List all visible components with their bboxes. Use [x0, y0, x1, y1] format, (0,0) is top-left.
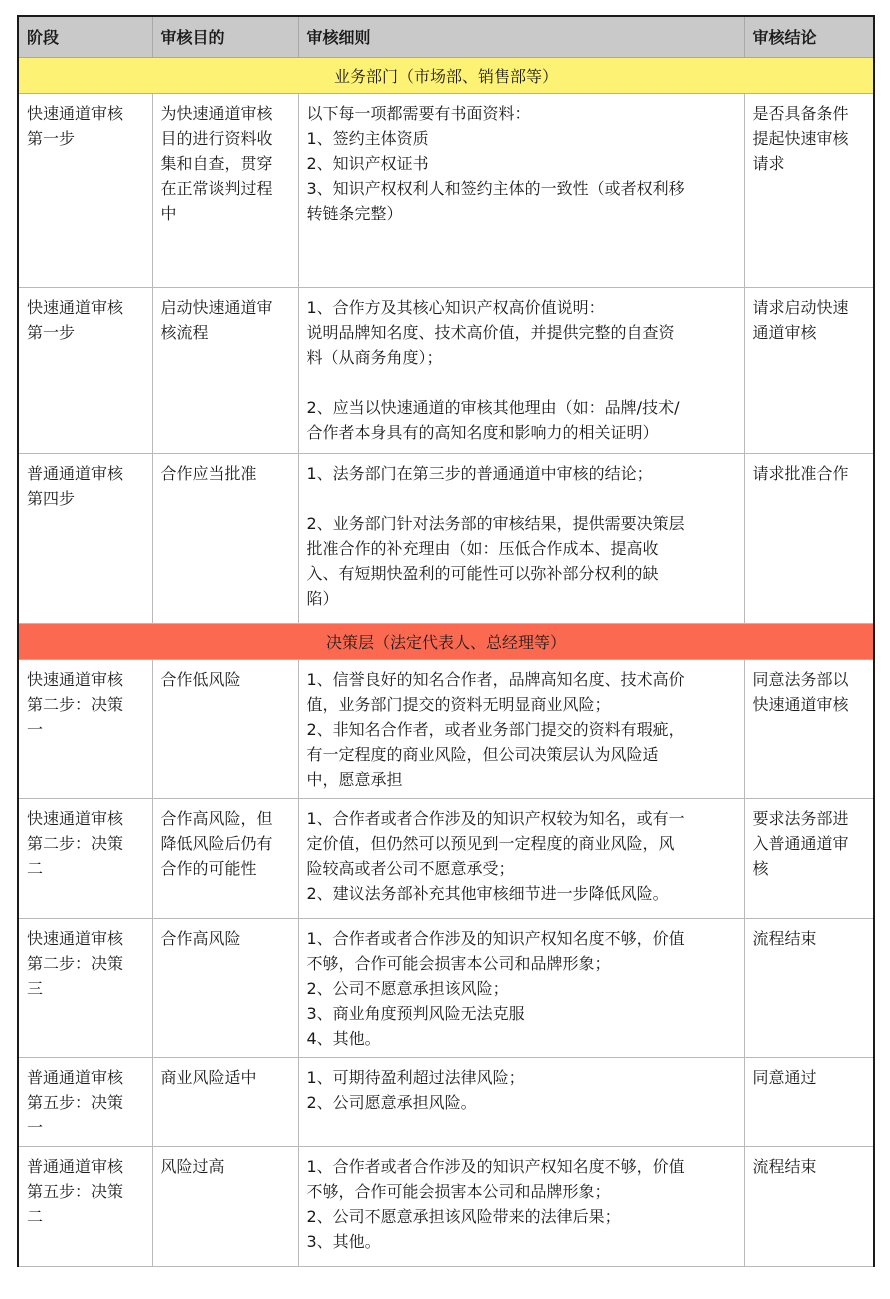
stage-cell — [18, 660, 152, 799]
conclusion-cell — [744, 799, 874, 919]
review-process-table — [17, 15, 875, 1267]
purpose-text-line: 合作高风险 — [160, 929, 241, 948]
conclusion-text-line: 核 — [752, 859, 769, 878]
details-text-line: 1、合作者或者合作涉及的知识产权知名度不够，价值 — [306, 929, 685, 948]
conclusion-cell — [744, 1147, 874, 1267]
details-cell — [298, 919, 744, 1058]
stage-text-line: 普通通道审核 — [27, 464, 124, 483]
purpose-text-line: 商业风险适中 — [160, 1068, 257, 1087]
conclusion-text-line: 请求 — [752, 154, 785, 173]
stage-cell — [18, 288, 152, 454]
details-cell — [298, 288, 744, 454]
details-text-line: 说明品牌知名度、技术高价值，并提供完整的自查资 — [306, 323, 675, 342]
details-cell — [298, 94, 744, 288]
details-text-line: 2、非知名合作者，或者业务部门提交的资料有瑕疵， — [306, 720, 685, 739]
conclusion-text-line: 请求批准合作 — [752, 464, 849, 483]
purpose-cell — [152, 1147, 298, 1267]
purpose-cell — [152, 919, 298, 1058]
conclusion-cell — [744, 454, 874, 624]
section-title: 业务部门（市场部、销售部等） — [18, 58, 874, 94]
details-text-line: 3、商业角度预判风险无法克服 — [306, 1004, 525, 1023]
stage-cell — [18, 1147, 152, 1267]
table-row — [18, 454, 874, 624]
conclusion-text-line: 快速通道审核 — [752, 695, 849, 714]
header-conclusion: 审核结论 — [744, 16, 874, 58]
stage-text-line: 第一步 — [27, 129, 76, 148]
details-text-line: 1、合作者或者合作涉及的知识产权知名度不够，价值 — [306, 1157, 685, 1176]
stage-text-line: 快速通道审核 — [27, 298, 124, 317]
conclusion-cell — [744, 660, 874, 799]
conclusion-text-line: 请求启动快速 — [752, 298, 849, 317]
table-row — [18, 1147, 874, 1267]
details-text-line: 合作者本身具有的高知名度和影响力的相关证明） — [306, 423, 659, 442]
conclusion-text-line: 提起快速审核 — [752, 129, 849, 148]
purpose-text-line: 中 — [160, 204, 177, 223]
section-header-row — [18, 58, 874, 94]
stage-text-line: 第一步 — [27, 323, 76, 342]
conclusion-cell — [744, 919, 874, 1058]
table-header-row — [18, 16, 874, 58]
conclusion-text-line: 同意法务部以 — [752, 670, 849, 689]
stage-text-line: 普通通道审核 — [27, 1157, 124, 1176]
details-text-line: 有一定程度的商业风险，但公司决策层认为风险适 — [306, 745, 659, 764]
details-text-line: 值，业务部门提交的资料无明显商业风险； — [306, 695, 611, 714]
details-text-line: 不够，合作可能会损害本公司和品牌形象； — [306, 1182, 611, 1201]
stage-cell — [18, 1058, 152, 1147]
stage-text-line: 第二步：决策 — [27, 695, 124, 714]
purpose-cell — [152, 1058, 298, 1147]
conclusion-text-line: 入普通通道审 — [752, 834, 849, 853]
conclusion-text-line: 要求法务部进 — [752, 809, 849, 828]
conclusion-cell — [744, 1058, 874, 1147]
stage-cell — [18, 919, 152, 1058]
purpose-cell — [152, 454, 298, 624]
purpose-text-line: 风险过高 — [160, 1157, 225, 1176]
purpose-text-line: 为快速通道审核 — [160, 104, 273, 123]
details-text-line: 批准合作的补充理由（如：压低合作成本、提高收 — [306, 539, 659, 558]
purpose-text-line: 合作高风险，但 — [160, 809, 273, 828]
details-text-line: 1、合作者或者合作涉及的知识产权较为知名，或有一 — [306, 809, 685, 828]
conclusion-text-line: 通道审核 — [752, 323, 817, 342]
details-text-line: 1、签约主体资质 — [306, 129, 429, 148]
details-text-line: 转链条完整） — [306, 204, 403, 223]
purpose-text-line: 核流程 — [160, 323, 209, 342]
conclusion-text-line: 流程结束 — [752, 929, 817, 948]
purpose-text-line: 合作应当批准 — [160, 464, 257, 483]
stage-text-line: 一 — [27, 720, 44, 739]
details-text-line: 陷） — [306, 589, 339, 608]
details-text-line: 1、信誉良好的知名合作者，品牌高知名度、技术高价 — [306, 670, 685, 689]
stage-text-line: 一 — [27, 1118, 44, 1137]
details-cell — [298, 799, 744, 919]
details-cell — [298, 454, 744, 624]
section-title: 决策层（法定代表人、总经理等） — [18, 624, 874, 660]
details-text-line: 2、公司不愿意承担该风险； — [306, 979, 509, 998]
purpose-text-line: 合作的可能性 — [160, 859, 257, 878]
table-body — [18, 58, 874, 1267]
details-text-line: 入、有短期快盈利的可能性可以弥补部分权利的缺 — [306, 564, 659, 583]
paragraph-gap — [307, 486, 736, 511]
stage-text-line: 普通通道审核 — [27, 1068, 124, 1087]
table-row — [18, 1058, 874, 1147]
stage-text-line: 快速通道审核 — [27, 670, 124, 689]
stage-text-line: 快速通道审核 — [27, 809, 124, 828]
details-text-line: 3、知识产权权利人和签约主体的一致性（或者权利移 — [306, 179, 685, 198]
conclusion-text-line: 同意通过 — [752, 1068, 817, 1087]
details-text-line: 2、业务部门针对法务部的审核结果，提供需要决策层 — [306, 514, 685, 533]
purpose-text-line: 启动快速通道审 — [160, 298, 273, 317]
paragraph-gap — [307, 370, 736, 395]
stage-text-line: 第二步：决策 — [27, 834, 124, 853]
details-text-line: 3、其他。 — [306, 1232, 381, 1251]
table-row — [18, 288, 874, 454]
stage-cell — [18, 454, 152, 624]
details-text-line: 2、应当以快速通道的审核其他理由（如：品牌/技术/ — [306, 398, 680, 417]
stage-text-line: 第四步 — [27, 489, 76, 508]
table-row — [18, 919, 874, 1058]
section-header-row — [18, 624, 874, 660]
header-details: 审核细则 — [298, 16, 744, 58]
purpose-text-line: 合作低风险 — [160, 670, 241, 689]
stage-cell — [18, 799, 152, 919]
details-text-line: 1、可期待盈利超过法律风险； — [306, 1068, 525, 1087]
stage-text-line: 二 — [27, 859, 44, 878]
stage-text-line: 快速通道审核 — [27, 929, 124, 948]
conclusion-text-line: 是否具备条件 — [752, 104, 849, 123]
header-purpose: 审核目的 — [152, 16, 298, 58]
purpose-text-line: 集和自查，贯穿 — [160, 154, 273, 173]
stage-text-line: 二 — [27, 1207, 44, 1226]
details-text-line: 不够，合作可能会损害本公司和品牌形象； — [306, 954, 611, 973]
table-row — [18, 799, 874, 919]
conclusion-text-line: 流程结束 — [752, 1157, 817, 1176]
details-text-line: 1、法务部门在第三步的普通通道中审核的结论； — [306, 464, 653, 483]
details-text-line: 以下每一项都需要有书面资料： — [306, 104, 531, 123]
stage-cell — [18, 94, 152, 288]
purpose-cell — [152, 799, 298, 919]
stage-text-line: 三 — [27, 979, 44, 998]
details-cell — [298, 1147, 744, 1267]
stage-text-line: 快速通道审核 — [27, 104, 124, 123]
details-text-line: 2、建议法务部补充其他审核细节进一步降低风险。 — [306, 884, 669, 903]
table-row — [18, 94, 874, 288]
details-text-line: 2、知识产权证书 — [306, 154, 429, 173]
details-text-line: 定价值，但仍然可以预见到一定程度的商业风险，风 — [306, 834, 675, 853]
conclusion-cell — [744, 288, 874, 454]
stage-text-line: 第五步：决策 — [27, 1093, 124, 1112]
purpose-cell — [152, 660, 298, 799]
details-text-line: 1、合作方及其核心知识产权高价值说明： — [306, 298, 605, 317]
purpose-text-line: 目的进行资料收 — [160, 129, 273, 148]
details-text-line: 险较高或者公司不愿意承受； — [306, 859, 515, 878]
stage-text-line: 第五步：决策 — [27, 1182, 124, 1201]
header-stage: 阶段 — [18, 16, 152, 58]
stage-text-line: 第二步：决策 — [27, 954, 124, 973]
purpose-cell — [152, 94, 298, 288]
details-cell — [298, 660, 744, 799]
details-text-line: 2、公司不愿意承担该风险带来的法律后果； — [306, 1207, 621, 1226]
details-text-line: 料（从商务角度）； — [306, 348, 443, 367]
details-text-line: 4、其他。 — [306, 1029, 381, 1048]
details-text-line: 中，愿意承担 — [306, 770, 403, 789]
details-cell — [298, 1058, 744, 1147]
details-text-line: 2、公司愿意承担风险。 — [306, 1093, 477, 1112]
purpose-text-line: 降低风险后仍有 — [160, 834, 273, 853]
purpose-cell — [152, 288, 298, 454]
conclusion-cell — [744, 94, 874, 288]
table-row — [18, 660, 874, 799]
purpose-text-line: 在正常谈判过程 — [160, 179, 273, 198]
